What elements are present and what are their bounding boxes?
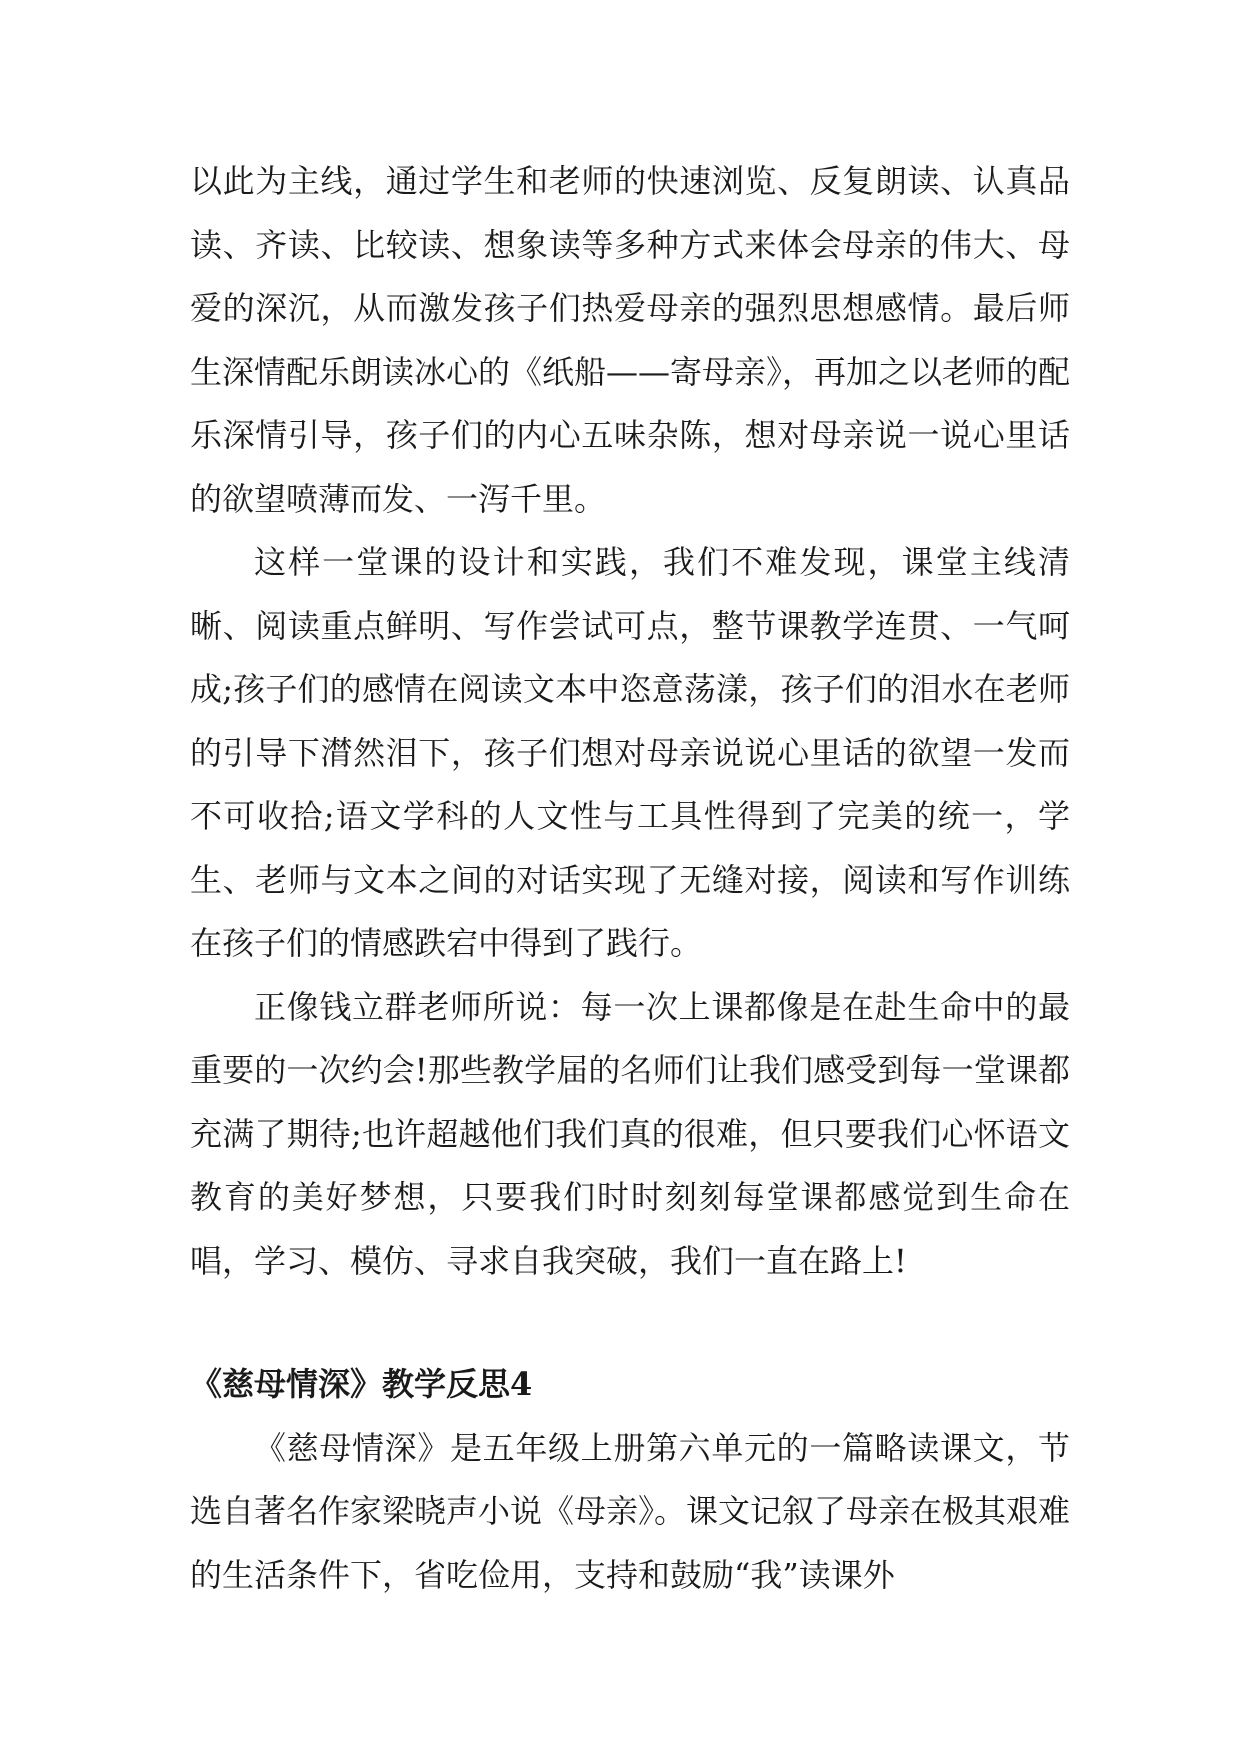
paragraph-4: 《慈母情深》是五年级上册第六单元的一篇略读课文，节选自著名作家梁晓声小说《母亲》。课文记叙了母亲在极其艰难的生活条件下，省吃俭用，支持和鼓励“我”读课外 <box>190 1428 1071 1594</box>
paragraph-3: 正像钱立群老师所说：每一次上课都像是在赴生命中的最重要的一次约会!那些教学届的名师们让我们感受到每一堂课都充满了期待;也许超越他们我们真的很难，但只要我们心怀语文教育的美好梦想，只要我们时时刻刻每堂课都感觉到生命在唱，学习、模仿、寻求自我突破，我们一直在路上! <box>190 987 1070 1280</box>
paragraph-2: 这样一堂课的设计和实践，我们不难发现，课堂主线清晰、阅读重点鲜明、写作尝试可点，整节课教学连贯、一气呵成;孩子们的感情在阅读文本中恣意荡漾，孩子们的泪水在老师的引导下潸然泪下，孩子们想对母亲说说心里话的欲望一发而不可收拾;语文学科的人文性与工具性得到了完美的统一，学生、老师与文本之间的对话实现了无缝对接，阅读和写作训练在孩子们的情感跌宕中得到了践行。 <box>190 543 1070 962</box>
paragraph-1: 以此为主线，通过学生和老师的快速浏览、反复朗读、认真品读、齐读、比较读、想象读等多种方式来体会母亲的伟大、母爱的深沉，从而激发孩子们热爱母亲的强烈思想感情。最后师生深情配乐朗读冰心的《纸船——寄母亲》，再加之以老师的配乐深情引导，孩子们的内心五味杂陈，想对母亲说一说心里话的欲望喷薄而发、一泻千里。 <box>190 162 1071 518</box>
document-body <box>190 150 1070 1607</box>
section-heading: 《慈母情深》教学反思4 <box>190 1365 533 1403</box>
